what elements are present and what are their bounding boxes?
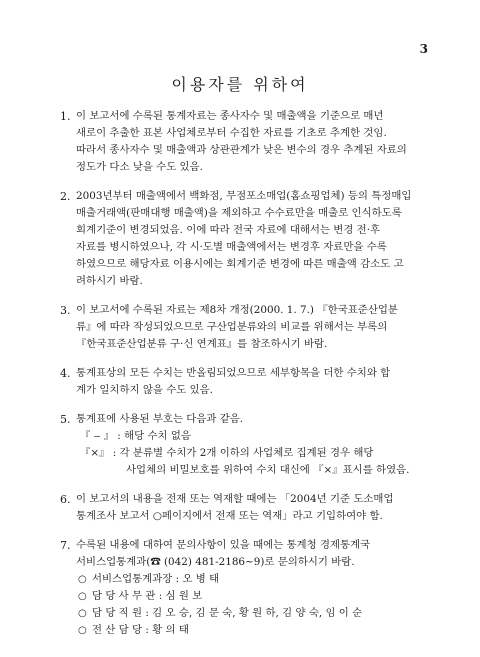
list-item xyxy=(60,302,438,353)
contact-line xyxy=(76,588,438,605)
item-number: 1. xyxy=(60,110,71,123)
item-text-line: 새로이 추출한 표본 사업체로부터 수집한 자료를 기초로 추계한 것임. xyxy=(76,127,387,139)
item-text-line: 회계기준이 변경되었음. 이에 따라 전국 자료에 대해서는 변경 전·후 xyxy=(76,224,381,236)
item-text-line: 2003년부터 매출액에서 백화점, 무점포소매업(홈쇼핑업체) 등의 특정매입 xyxy=(76,190,412,202)
contact-text: 담 당 사 무 관 : 심 원 보 xyxy=(92,590,203,602)
circle-bullet-icon: ○ xyxy=(78,608,87,619)
item-text-line: 이 보고서에 수록된 통계자료는 종사자수 및 매출액을 기준으로 매년 xyxy=(76,110,384,122)
contact-line xyxy=(76,605,438,622)
item-text-line: 려하시기 바람. xyxy=(76,275,143,287)
symbol-definition: 『×』 : 각 분류별 수치가 2개 이하의 사업체로 집계된 경우 해당 xyxy=(80,447,374,459)
list-item xyxy=(60,108,438,176)
item-text-line: 따라서 종사자수 및 매출액과 상관관계가 낮은 변수의 경우 추계된 자료의 xyxy=(76,144,407,156)
item-text-line: 서비스업통계과(☎ (042) 481-2186~9)로 문의하시기 바람. xyxy=(76,556,355,568)
item-text-line: 통계표에 사용된 부호는 다음과 같음. xyxy=(76,413,244,425)
item-text-line: 계가 일치하지 않을 수도 있음. xyxy=(76,384,213,396)
item-text-line: 류』에 따라 작성되었으므로 구산업분류와의 비교를 위해서는 부록의 xyxy=(76,321,388,333)
page-title: 이용자를 위하여 xyxy=(171,75,309,94)
list-item xyxy=(60,491,438,525)
circle-bullet-icon: ○ xyxy=(78,625,87,636)
item-number: 2. xyxy=(60,190,71,203)
item-text-line: 정도가 다소 낮을 수도 있음. xyxy=(76,161,203,173)
symbol-definition: 『 ‒ 』 : 해당 수치 없음 xyxy=(80,430,191,442)
circle-bullet-icon: ○ xyxy=(78,574,87,585)
contact-text: 전 산 담 당 : 황 의 태 xyxy=(92,624,189,636)
item-number: 4. xyxy=(60,367,71,380)
item-number: 7. xyxy=(60,539,71,552)
item-text-line: 이 보고서에 수록된 자료는 제8차 개정(2000. 1. 7.) 『한국표준산업분 xyxy=(76,304,398,316)
item-text-line: 매출거래액(판매대행 매출액)을 제외하고 수수료만을 매출로 인식하도록 xyxy=(76,207,402,219)
contact-text: 담 당 직 원 : 김 오 승, 김 문 숙, 황 원 하, 김 양 숙, 임 이 순 xyxy=(92,607,363,619)
symbol-definition-continued: 사업체의 비밀보호를 위하여 수치 대신에 『×』표시를 하였음. xyxy=(126,464,410,476)
item-text-line: 하였으므로 해당자료 이용시에는 회계기준 변경에 따른 매출액 감소도 고 xyxy=(76,258,404,270)
page-number: 3 xyxy=(419,42,428,56)
item-number: 5. xyxy=(60,413,71,426)
item-text-line: 자료를 병시하였으나, 각 시·도별 매출액에서는 변경후 자료만을 수록 xyxy=(76,241,387,253)
item-text-line: 통계표상의 모든 수치는 반올림되었으므로 세부항목을 더한 수치와 합 xyxy=(76,367,391,379)
list-item xyxy=(60,365,438,399)
list-item xyxy=(60,188,438,290)
item-number: 6. xyxy=(60,493,71,506)
notes-list xyxy=(60,108,438,651)
item-number: 3. xyxy=(60,304,71,317)
list-item xyxy=(60,537,438,639)
item-text-line: 통계조사 보고서 ○페이지에서 전재 또는 역재」라고 기입하여야 함. xyxy=(76,510,383,522)
contact-line xyxy=(76,622,438,639)
contact-line xyxy=(76,571,438,588)
contact-text: 서비스업통계과장 : 오 병 태 xyxy=(92,573,220,585)
circle-bullet-icon: ○ xyxy=(78,591,87,602)
item-text-line: 수록된 내용에 대하여 문의사항이 있을 때에는 통계청 경제통계국 xyxy=(76,539,371,551)
item-text-line: 이 보고서의 내용을 전재 또는 역재할 때에는 「2004년 기준 도소매업 xyxy=(76,493,394,505)
list-item xyxy=(60,411,438,479)
item-text-line: 『한국표준산업분류 구·신 연계표』를 참조하시기 바람. xyxy=(76,338,328,350)
